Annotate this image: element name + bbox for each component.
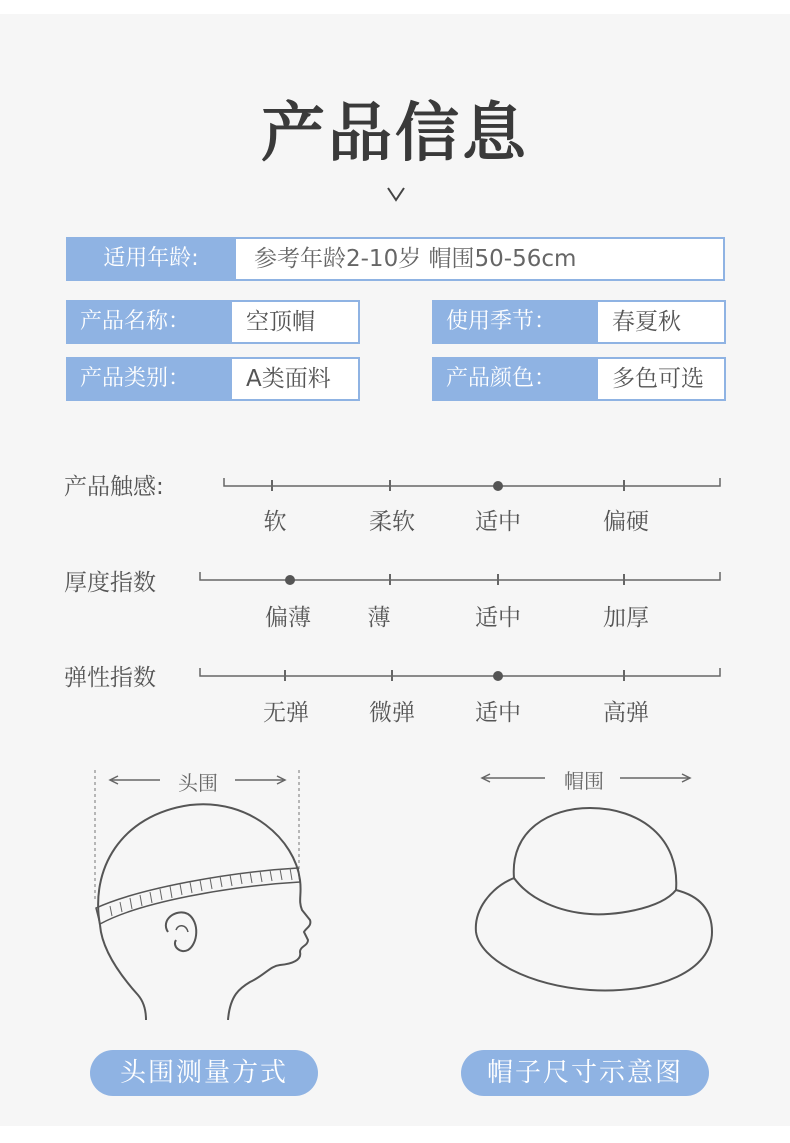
spec-category xyxy=(66,357,360,401)
scale-tick-label: 适中 xyxy=(475,605,521,631)
scale-tick-label: 薄 xyxy=(367,605,391,631)
chevron-down-icon xyxy=(386,186,406,202)
age-label: 适用年龄: xyxy=(103,246,199,271)
scale-tick-label: 微弹 xyxy=(369,700,415,726)
page-title: 产品信息 xyxy=(261,97,529,171)
spec-value: 春夏秋 xyxy=(598,302,724,342)
spec-product-name xyxy=(66,300,360,344)
spec-label: 产品类别： xyxy=(80,366,191,391)
head-measurement-button[interactable]: 头围测量方式 xyxy=(90,1050,318,1096)
scale-marker xyxy=(493,481,503,491)
scale-tick-label: 偏薄 xyxy=(265,605,311,631)
hat-size-button[interactable]: 帽子尺寸示意图 xyxy=(461,1050,709,1096)
spec-label: 产品名称： xyxy=(80,309,191,334)
spec-label: 产品颜色： xyxy=(446,366,557,391)
scale-touch-track xyxy=(0,468,790,508)
scale-thickness-label: 厚度指数 xyxy=(64,570,156,596)
hat-circumference-caption: 帽围 xyxy=(558,765,610,794)
scale-tick-label: 适中 xyxy=(475,700,521,726)
scale-tick-label: 适中 xyxy=(475,509,521,535)
scale-thickness-track xyxy=(0,562,790,602)
head-measurement-illustration xyxy=(80,760,330,1020)
spec-value: 空顶帽 xyxy=(232,302,358,342)
spec-label: 使用季节： xyxy=(446,309,557,334)
spec-season xyxy=(432,300,726,344)
scale-tick-label: 无弹 xyxy=(263,700,309,726)
spec-value: A类面料 xyxy=(232,359,358,399)
scale-tick-label: 软 xyxy=(263,509,287,535)
spec-color xyxy=(432,357,726,401)
scale-tick-label: 高弹 xyxy=(603,700,649,726)
age-value: 参考年龄2-10岁 帽围50-56cm xyxy=(236,239,723,279)
scale-marker xyxy=(285,575,295,585)
scale-touch-label: 产品触感: xyxy=(64,474,164,500)
spec-value: 多色可选 xyxy=(598,359,724,399)
scale-tick-label: 加厚 xyxy=(603,605,649,631)
scale-marker xyxy=(493,671,503,681)
hat-size-illustration xyxy=(470,760,720,1000)
scale-elasticity-track xyxy=(0,658,790,698)
scale-elasticity-label: 弹性指数 xyxy=(64,665,156,691)
age-row xyxy=(66,237,725,281)
head-circumference-caption: 头围 xyxy=(172,767,224,796)
scale-tick-label: 柔软 xyxy=(369,509,415,535)
scale-tick-label: 偏硬 xyxy=(603,509,649,535)
